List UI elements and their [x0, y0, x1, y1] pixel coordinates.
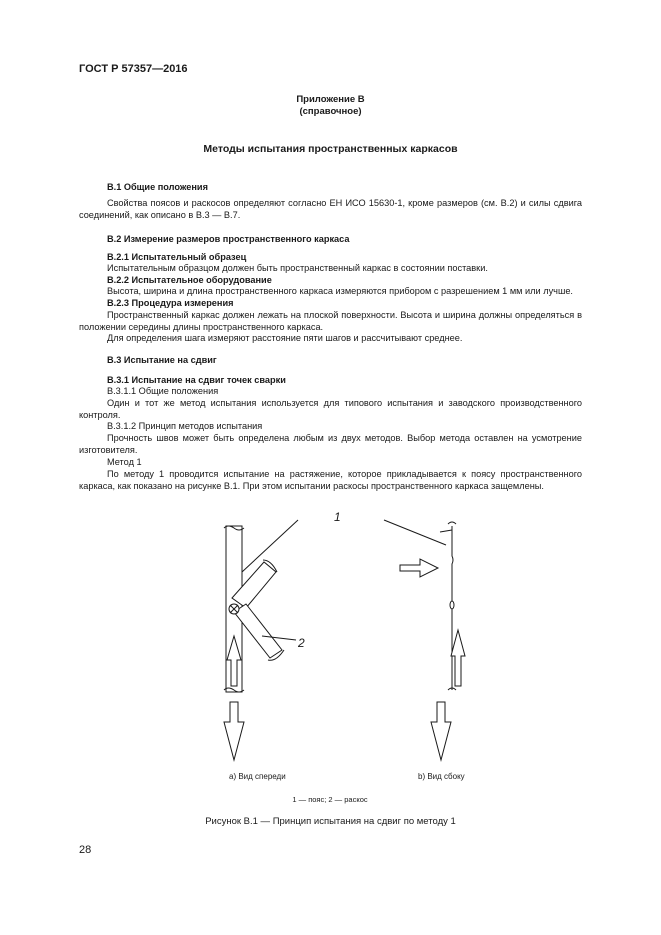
method-heading: Метод 1 — [107, 457, 142, 467]
section-b21-text: Испытательным образцом должен быть пространственный каркас в состоянии поставки. — [107, 263, 488, 273]
weld-point-side — [450, 601, 454, 609]
break-top-side — [448, 522, 456, 524]
section-b22-text: Высота, ширина и длина пространственного каркаса измеряются прибором с разрешением 1 мм или лучше. — [107, 286, 573, 296]
force-arrow-right-side — [400, 559, 438, 577]
force-arrow-down-front — [224, 702, 244, 760]
figure-legend: 1 — пояс; 2 — раскос — [292, 795, 368, 804]
appendix-note: (справочное) — [299, 106, 362, 117]
figure-b1-diagram — [0, 500, 661, 810]
caption-front-view: а) Вид спереди — [229, 772, 286, 781]
force-arrow-down-side — [431, 702, 451, 760]
leader-1-side — [384, 520, 446, 545]
section-b311-text: Один и тот же метод испытания используется для типового испытания и заводского производственного контроля. — [79, 398, 582, 420]
method-text: По методу 1 проводится испытание на растяжение, которое прикладывается к поясу пространственного каркаса, как показано на рисунке В.1. При этом испытании раскосы пространственного каркаса защемлены. — [79, 469, 582, 491]
section-b312-heading: В.3.1.2 Принцип методов испытания — [107, 421, 263, 431]
section-b312-text: Прочность швов может быть определена любым из двух методов. Выбор метода оставлен на усмотрение изготовителя. — [79, 433, 582, 455]
section-b21-heading: В.2.1 Испытательный образец — [107, 252, 247, 262]
section-b23-text1: Пространственный каркас должен лежать на плоской поверхности. Высота и ширина должны определяться в положении середины длины пространственного каркаса. — [79, 310, 582, 332]
section-b3-heading: В.3 Испытание на сдвиг — [107, 355, 217, 365]
page-title: Методы испытания пространственных каркасов — [203, 143, 458, 155]
section-b1-text: Свойства поясов и раскосов определяют согласно ЕН ИСО 15630-1, кроме размеров (см. В.2) и силы сдвига соединений, как описано в В.3 — В.7. — [79, 198, 582, 220]
force-arrow-up-side — [451, 630, 465, 686]
label-chord: 1 — [334, 510, 341, 524]
section-b2-heading: В.2 Измерение размеров пространственного каркаса — [107, 234, 350, 244]
section-b23-text2: Для определения шага измеряют расстояние пяти шагов и рассчитывают среднее. — [107, 333, 463, 343]
section-b1-heading: В.1 Общие положения — [107, 182, 208, 192]
standard-number: ГОСТ Р 57357—2016 — [79, 63, 188, 75]
section-b311-heading: В.3.1.1 Общие положения — [107, 386, 219, 396]
leader-1-front — [242, 520, 298, 572]
figure-title: Рисунок В.1 — Принцип испытания на сдвиг по методу 1 — [205, 816, 456, 827]
caption-side-view: b) Вид сбоку — [418, 772, 465, 781]
appendix-title: Приложение В — [296, 94, 365, 105]
label-diagonal: 2 — [298, 636, 305, 650]
side-view — [384, 520, 465, 760]
page-number: 28 — [79, 844, 92, 856]
bracket-side — [440, 530, 452, 532]
section-b31-heading: В.3.1 Испытание на сдвиг точек сварки — [107, 375, 286, 385]
section-b23-heading: В.2.3 Процедура измерения — [107, 298, 234, 308]
section-b22-heading: В.2.2 Испытательное оборудование — [107, 275, 272, 285]
front-view — [224, 520, 298, 760]
